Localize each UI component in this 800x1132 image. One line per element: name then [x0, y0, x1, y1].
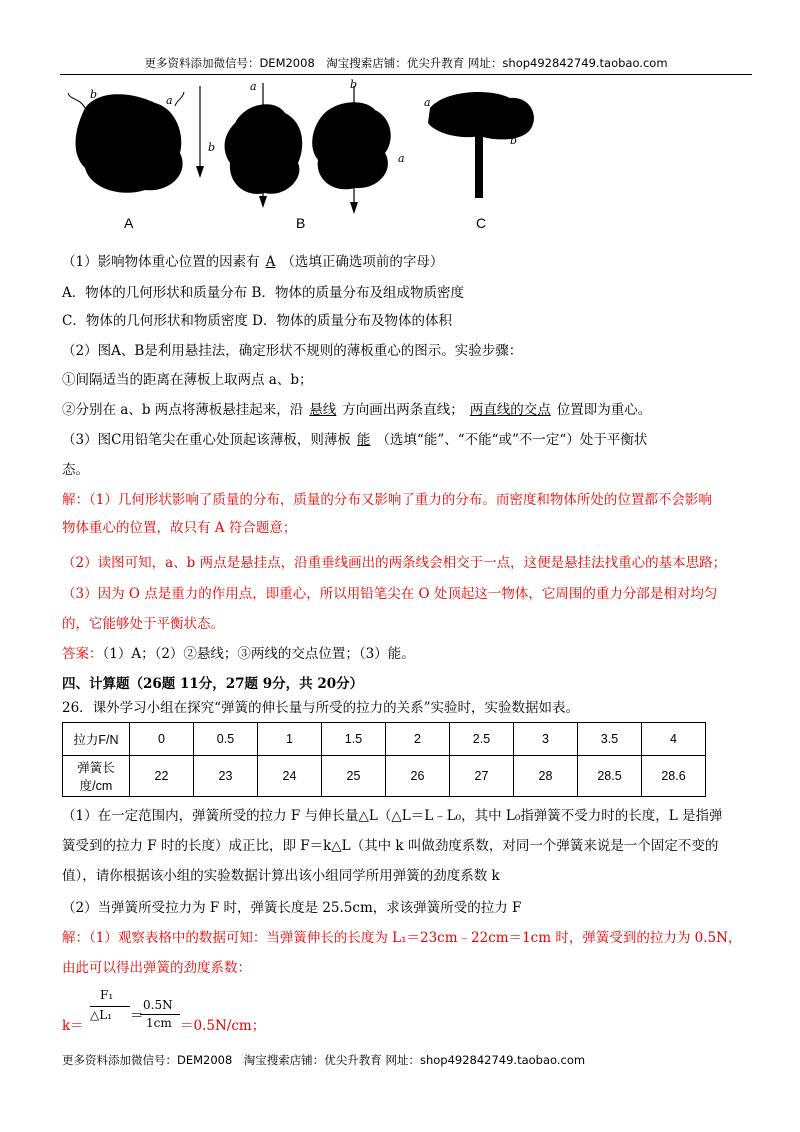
- solution-line1: 解：（1）几何形状影响了质量的分布，质量的分布又影响了重力的分布。而密度和物体所处的位置都不会影响: [62, 492, 712, 508]
- svg-text:a: a: [424, 96, 431, 109]
- solution-line4: （3）因为 O 点是重力的作用点，即重心，所以用铅笔尖在 O 处顶起这一物体，它周围的重力分部是相对均匀: [62, 586, 718, 602]
- q26-p1-line3: 值），请你根据该小组的实验数据计算出该小组同学所用弹簧的劲度系数 k: [62, 868, 500, 884]
- figure-label-b: B: [296, 215, 306, 231]
- plate-a-shape: [76, 94, 183, 193]
- section4-title: 四、计算题（26题 11分，27题 9分，共 20分）: [62, 676, 364, 692]
- answer-label: 答案：: [62, 646, 103, 662]
- page-header: 更多资料添加微信号：DEM2008 淘宝搜索店铺：优尖升教育 网址：shop492842749.taobao.com: [60, 55, 752, 75]
- svg-text:b: b: [350, 78, 358, 91]
- table-header-length: 弹簧长 度/cm: [63, 756, 130, 797]
- q26-stem: 26．课外学习小组在探究“弹簧的伸长量与所受的拉力的关系”实验时，实验数据如表。: [62, 700, 579, 716]
- table-header-force: 拉力F/N: [63, 723, 130, 756]
- pencil-support: [475, 128, 483, 198]
- q3-line: （3）图C用铅笔尖在重心处顶起该薄板，则薄板 能 （选填“能”、“不能“或”不一定“）处于平衡状: [62, 432, 648, 448]
- solution-line3: （2）读图可知，a、b 两点是悬挂点，沿重垂线画出的两条线会相交于一点，这便是悬挂法找重心的基本思路；: [62, 555, 727, 571]
- svg-text:b: b: [208, 141, 216, 154]
- q2-step1: ①间隔适当的距离在薄板上取两点 a、b；: [62, 372, 313, 388]
- q1-line: （1）影响物体重心位置的因素有 A （选填正确选项前的字母）: [62, 254, 444, 270]
- plate-b2-shape: [312, 102, 391, 189]
- page-footer: 更多资料添加微信号：DEM2008 淘宝搜索店铺：优尖升教育 网址：shop492842749.taobao.com: [62, 1053, 586, 1067]
- q2-intro: （2）图A、B是利用悬挂法，确定形状不规则的薄板重心的图示。实验步骤：: [62, 343, 523, 359]
- options-cd: C．物体的几何形状和物质密度 D．物体的质量分布及物体的体积: [62, 313, 452, 329]
- label-a-a: a: [166, 94, 173, 107]
- label-b-a: b: [90, 88, 98, 101]
- svg-text:a: a: [398, 152, 405, 165]
- q2-blank1: 悬线: [309, 402, 337, 418]
- q26-p1-line1: （1）在一定范围内，弹簧所受的拉力 F 与伸长量△L（△L＝L﹣L₀，其中 L₀指弹簧不受力时的长度，L 是指弹: [62, 808, 723, 824]
- svg-text:a: a: [250, 80, 257, 93]
- options-ab: A．物体的几何形状和质量分布 B．物体的质量分布及组成物质密度: [62, 285, 464, 301]
- q26-solution-line1: 解：（1）观察表格中的数据可知：当弹簧伸长的长度为 L₁＝23cm﹣22cm＝1cm 时，弹簧受到的拉力为 0.5N，: [62, 930, 742, 946]
- q26-solution-line2: 由此可以得出弹簧的劲度系数：: [62, 960, 251, 976]
- q26-p1-line2: 簧受到的拉力 F 时的长度）成正比，即 F＝k△L（其中 k 叫做劲度系数，对同一个弹簧来说是一个固定不变的: [62, 838, 719, 854]
- figure-label-a: A: [124, 215, 134, 231]
- q3-blank: 能: [356, 432, 371, 448]
- q2-blank2: 两直线的交点: [469, 402, 551, 418]
- q3-line2: 态。: [62, 462, 89, 478]
- q2-step2: ②分别在 a、b 两点将薄板悬挂起来，沿 悬线 方向画出两条直线； 两直线的交点 位置即为重心。: [62, 402, 652, 418]
- svg-text:b: b: [510, 134, 518, 147]
- figure-label-c: C: [476, 215, 487, 231]
- figures-suspension: [60, 78, 740, 238]
- solution-line5: 的，它能够处于平衡状态。: [62, 616, 224, 632]
- q26-p2: （2）当弹簧所受拉力为 F 时，弹簧长度是 25.5cm，求该弹簧所受的拉力 F: [62, 900, 522, 916]
- spring-data-table: 拉力F/N 0 0.5 1 1.5 2 2.5 3 3.5 4 弹簧长 度/cm 22 23 24 25 26 27 28 28.5 28.6: [62, 722, 706, 797]
- answer-line: 答案：（1）A；（2）②悬线；③两线的交点位置；（3）能。: [62, 646, 415, 662]
- solution-line2: 物体重心的位置，故只有 A 符合题意；: [62, 520, 297, 536]
- q1-answer: A: [265, 254, 276, 270]
